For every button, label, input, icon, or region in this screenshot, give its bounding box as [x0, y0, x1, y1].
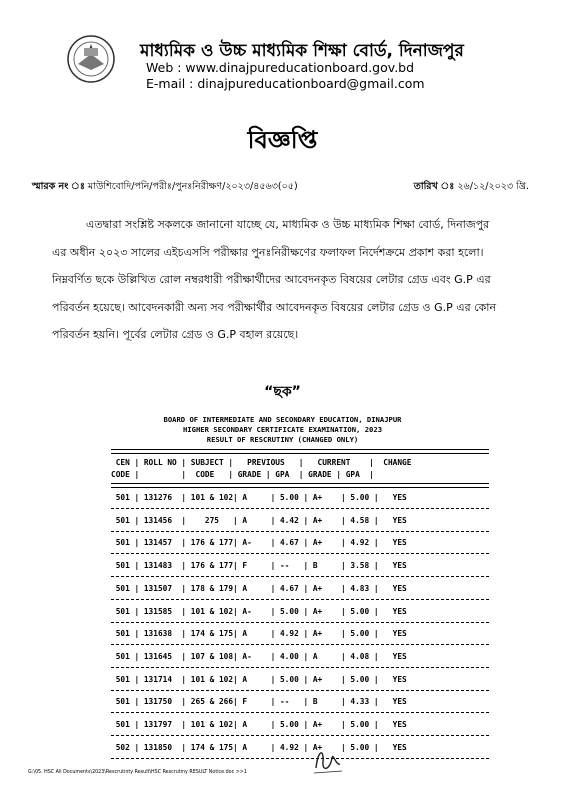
board-email: E-mail : dinajpureducationboard@gmail.com — [146, 76, 425, 91]
table-title-board: BOARD OF INTERMEDIATE AND SECONDARY EDUCATION, DINAJPUR — [163, 415, 402, 424]
row-separator — [111, 690, 489, 691]
row-separator — [111, 508, 489, 509]
body-line: এর অধীন ২০২৩ সালের এইচএসসি পরীক্ষার পুনঃনিরীক্ষণের ফলাফল নির্দেশক্রমে প্রকাশ করা হলো। — [52, 245, 484, 259]
table-row — [111, 715, 489, 738]
table-row — [111, 533, 489, 556]
row-separator — [111, 599, 489, 600]
table-row — [111, 738, 489, 761]
table-row-text: 501 | 131750 | 265 & 266| F | -- | B | 4.33 | YES — [111, 697, 407, 707]
body-line: নিম্নবর্ণিত ছকে উল্লিখিত রোল নম্বরধারী পরীক্ষার্থীদের আবেদনকৃত বিষয়ের লেটার গ্রেড এবং G.P এর — [52, 273, 491, 286]
table-row — [111, 647, 489, 670]
row-separator — [111, 622, 489, 623]
table-row-text: 501 | 131638 | 174 & 175| A | 4.92 | A+ | 5.00 | YES — [111, 629, 407, 639]
board-seal-logo — [66, 34, 116, 84]
table-row — [111, 624, 489, 647]
date-value: ২৬/১২/২০২৩ খ্রি. — [454, 181, 529, 192]
file-path-footer: G:\05. HSC All Documents\2023\Rescrutinty Result\HSC Rescrutiny RESULT Notice.doc >>1 — [28, 770, 247, 775]
table-row-text: 501 | 131507 | 178 & 179| A | 4.67 | A+ | 4.83 | YES — [111, 583, 407, 593]
row-separator — [111, 735, 489, 736]
row-separator — [111, 531, 489, 532]
row-separator — [111, 712, 489, 713]
row-separator — [111, 553, 489, 554]
signature-mark — [308, 740, 348, 780]
notice-date — [414, 180, 529, 195]
table-row-text: 501 | 131797 | 101 & 102| A | 5.00 | A+ | 5.00 | YES — [111, 720, 407, 729]
table-title-exam: HIGHER SECONDARY CERTIFICATE EXAMINATION, 2023 — [182, 425, 383, 434]
body-line: পরিবর্তন হয়েছে। আবেদনকারী অন্য সব পরীক্ষার্থীর আবেদনকৃত বিষয়ের লেটার গ্রেড ও G.P এর কোন — [52, 300, 497, 314]
date-label: তারিখ ঃ — [413, 181, 455, 192]
table-row — [111, 511, 489, 534]
table-row — [111, 488, 489, 511]
table-row — [111, 556, 489, 579]
table-heading: “ছক” — [264, 384, 301, 400]
table-top-rule — [111, 449, 489, 454]
table-row — [111, 692, 489, 715]
row-separator — [111, 644, 489, 645]
row-separator — [111, 667, 489, 668]
row-separator — [111, 576, 489, 577]
table-header-line: CODE | | CODE | GRADE | GPA | GRADE | GPA | — [111, 470, 374, 479]
table-header-line: CEN | ROLL NO | SUBJECT | PREVIOUS | CURRENT | CHANGE — [111, 458, 412, 467]
table-row-text: 501 | 131456 | 275 | A | 4.42 | A+ | 4.58 | YES — [111, 515, 407, 525]
row-separator — [111, 758, 489, 759]
table-row-text: 501 | 131585 | 101 & 102| A- | 5.00 | A+ | 5.00 | YES — [111, 606, 407, 616]
table-row-text: 502 | 131850 | 174 & 175| A | 4.92 | A+ | 5.00 | YES — [111, 742, 407, 752]
memo-number — [32, 180, 298, 195]
notice-body — [52, 211, 522, 349]
table-row-text: 501 | 131714 | 101 & 102| A | 5.00 | A+ | 5.00 | YES — [111, 674, 407, 684]
body-line: পরিবর্তন হয়নি। পূর্বের লেটার গ্রেড ও G.P বহাল রয়েছে। — [52, 328, 299, 341]
board-title: মাধ্যমিক ও উচ্চ মাধ্যমিক শিক্ষা বোর্ড, দিনাজপুর — [140, 41, 464, 61]
table-row — [111, 602, 489, 625]
table-row — [111, 670, 489, 693]
memo-value: মাউশিবোদি/পনি/পরীঃ/পুনঃনিরীক্ষণ/২০২৩/৪৫৬৩(০৫) — [84, 181, 298, 192]
body-line: এতদ্বারা সংশ্লিষ্ট সকলকে জানানো যাচ্ছে যে, মাধ্যমিক ও উচ্চ মাধ্যমিক শিক্ষা বোর্ড, দিনাজপুর — [86, 218, 490, 231]
board-website: Web : www.dinajpureducationboard.gov.bd — [146, 60, 415, 75]
table-row — [111, 579, 489, 602]
memo-label: স্মারক নং ঃ — [32, 181, 85, 192]
table-row-text: 501 | 131276 | 101 & 102| A | 5.00 | A+ | 5.00 | YES — [111, 493, 407, 502]
table-row-text: 501 | 131483 | 176 & 177| F | -- | B | 3.58 | YES — [111, 561, 407, 571]
table-title-result: RESULT OF RESCRUTINY (CHANGED ONLY) — [206, 435, 359, 444]
notice-title: বিজ্ঞপ্তি — [247, 126, 318, 154]
table-row-text: 501 | 131645 | 107 & 108| A- | 4.00 | A | 4.08 | YES — [111, 651, 407, 661]
table-row-text: 501 | 131457 | 176 & 177| A- | 4.67 | A+ | 4.92 | YES — [111, 538, 407, 548]
